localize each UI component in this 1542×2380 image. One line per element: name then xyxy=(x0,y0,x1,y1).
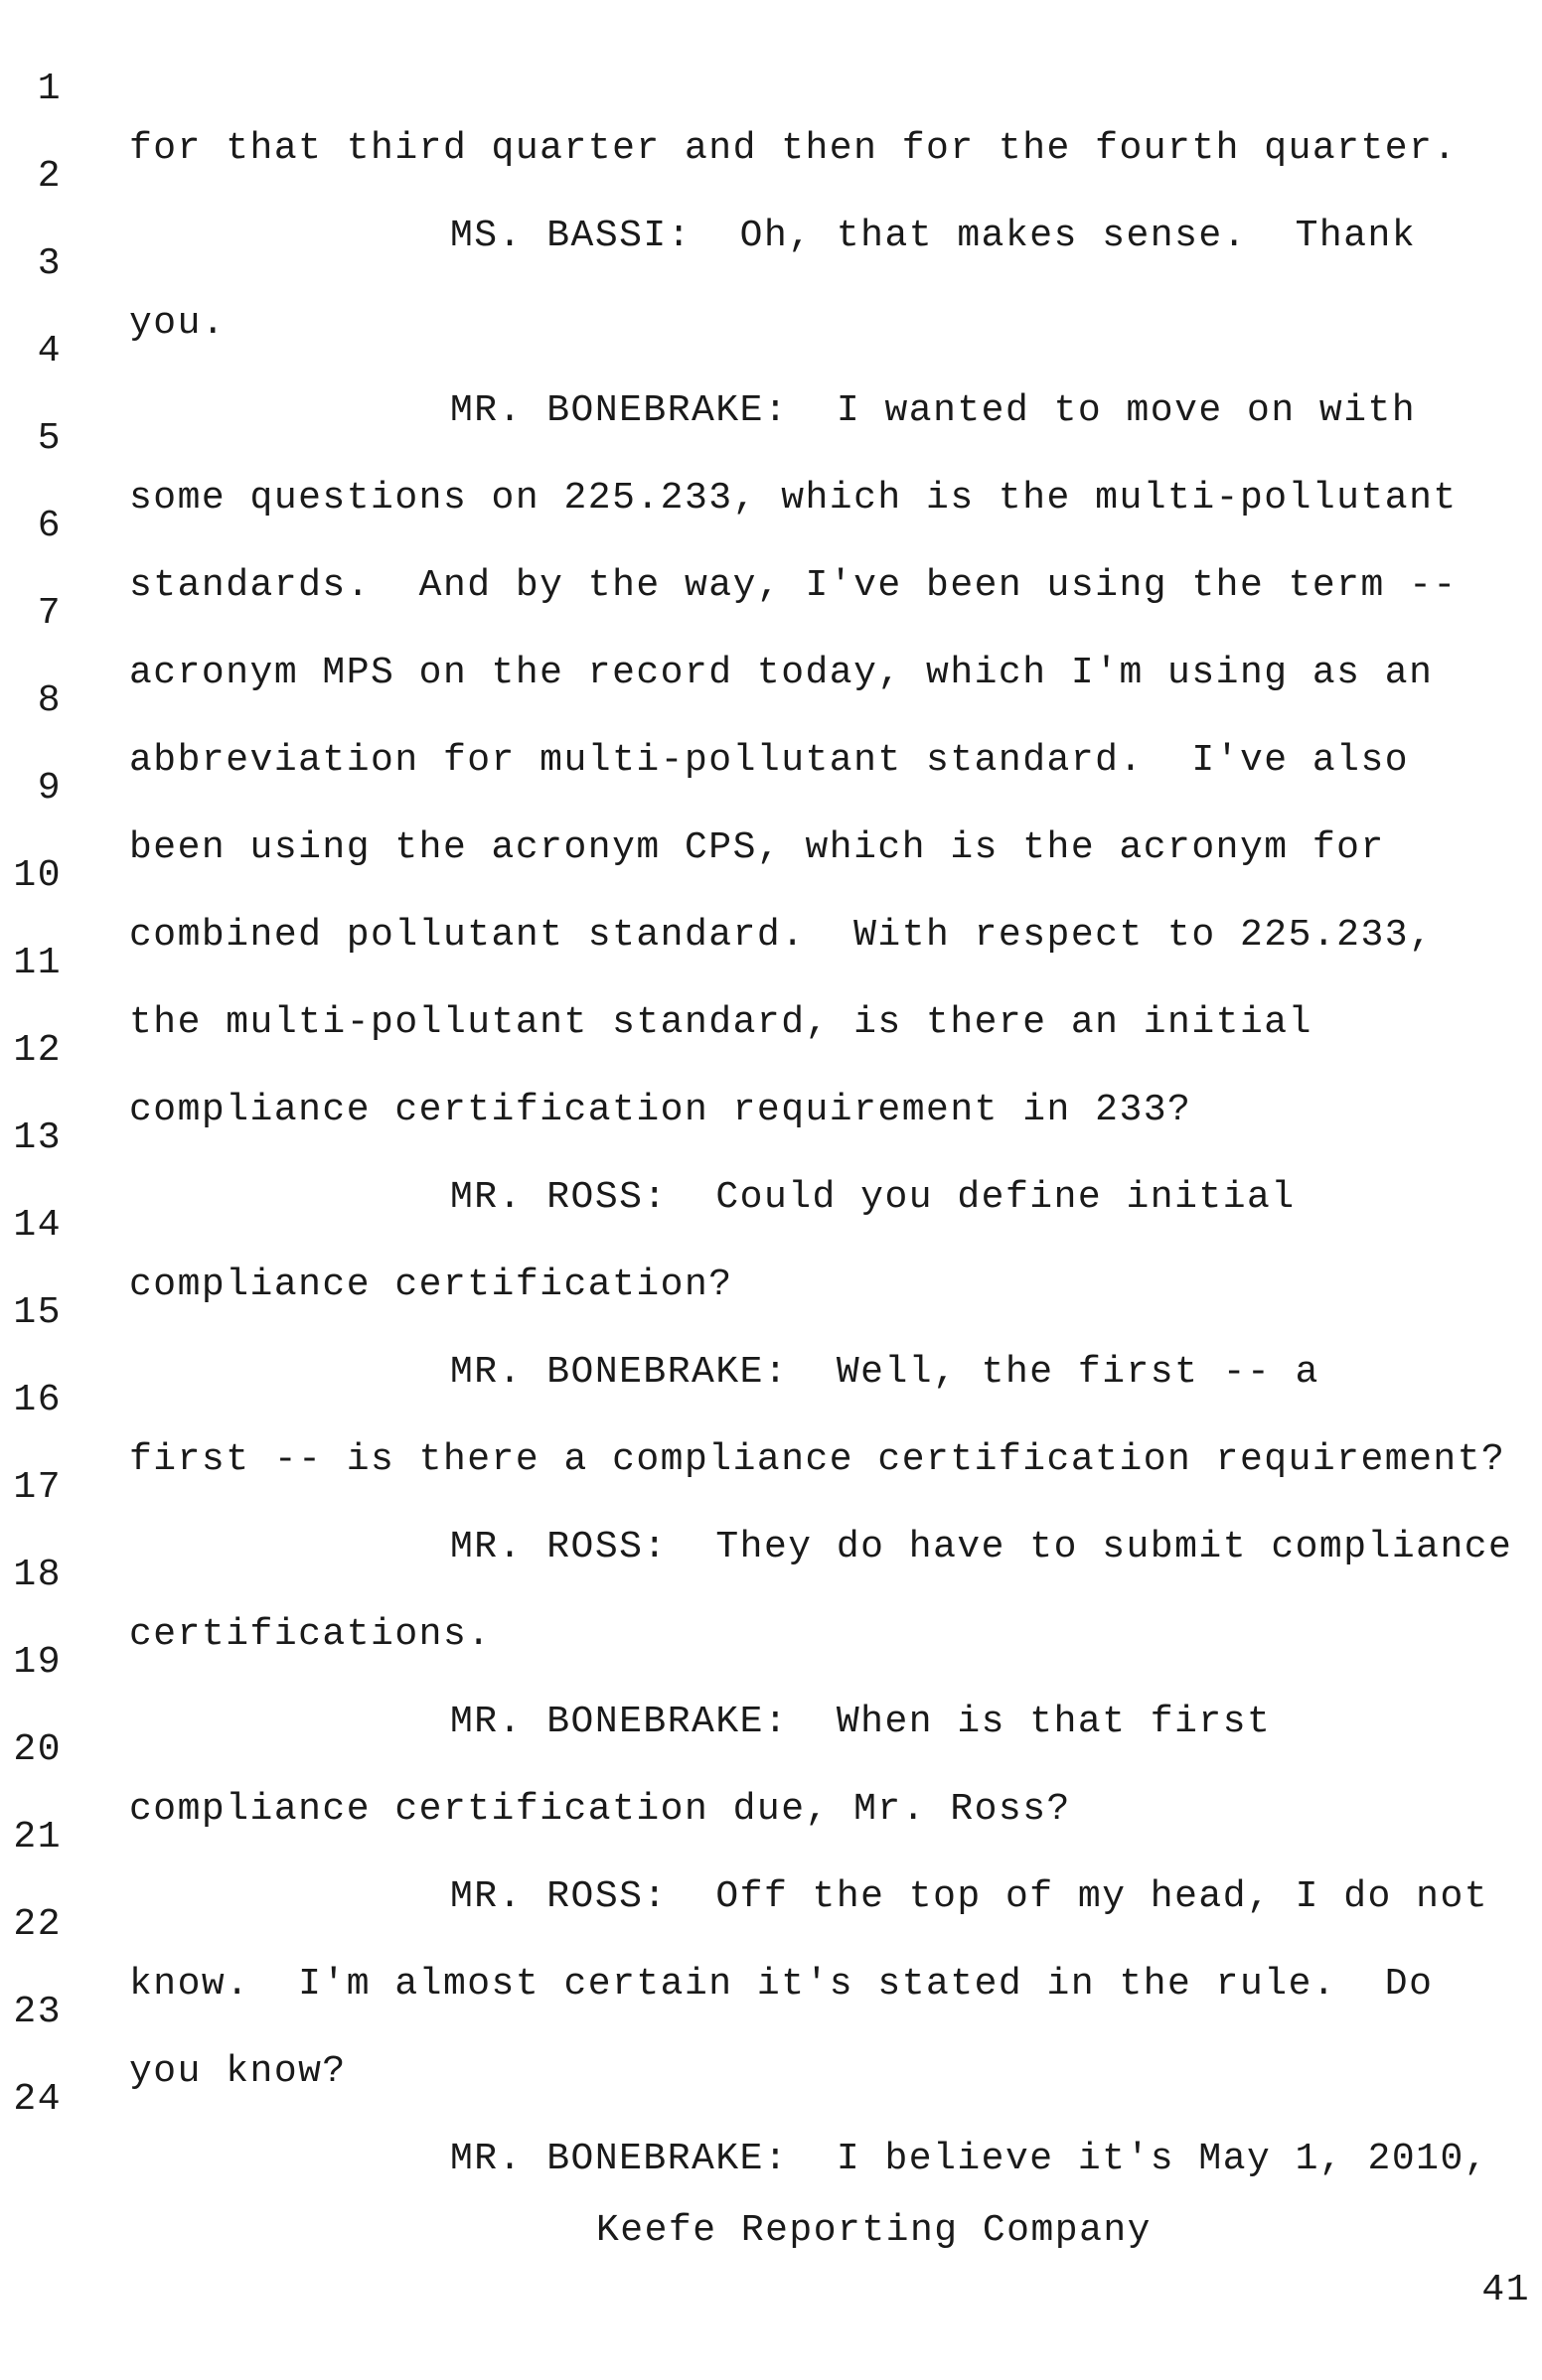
speaker-line-text: MR. BONEBRAKE: Well, the first -- a xyxy=(450,1351,1319,1394)
line-number: 16 xyxy=(13,1379,62,1421)
line-text: know. I'm almost certain it's stated in the rule. Do xyxy=(129,1963,1434,2006)
line-text: compliance certification? xyxy=(129,1264,733,1306)
line-text: abbreviation for multi-pollutant standard. I've also xyxy=(129,739,1410,782)
speaker-line-text: MS. BASSI: Oh, that makes sense. Thank xyxy=(450,215,1417,257)
line-text: been using the acronym CPS, which is the acronym for xyxy=(129,826,1385,869)
line-number: 18 xyxy=(13,1554,62,1596)
speaker-line-text: MR. BONEBRAKE: When is that first xyxy=(450,1701,1272,1743)
line-text: combined pollutant standard. With respect to 225.233, xyxy=(129,914,1434,957)
speaker-line-text: MR. BONEBRAKE: I believe it's May 1, 2010, xyxy=(450,2138,1489,2180)
line-number: 13 xyxy=(13,1116,62,1159)
line-text: you. xyxy=(129,302,227,345)
line-text: you know? xyxy=(129,2050,347,2093)
line-number: 9 xyxy=(37,767,62,810)
line-text: compliance certification requirement in 233? xyxy=(129,1089,1192,1131)
page-footer xyxy=(0,2142,1542,2311)
line-number: 21 xyxy=(13,1816,62,1859)
line-text: some questions on 225.233, which is the multi-pollutant xyxy=(129,477,1458,520)
speaker-line-text: MR. ROSS: Could you define initial xyxy=(450,1176,1296,1219)
line-number: 14 xyxy=(13,1204,62,1247)
line-number: 6 xyxy=(37,505,62,547)
line-number: 4 xyxy=(37,330,62,372)
line-number: 19 xyxy=(13,1641,62,1684)
line-text: first -- is there a compliance certification requirement? xyxy=(129,1438,1506,1481)
line-number: 17 xyxy=(13,1466,62,1509)
line-number: 24 xyxy=(13,2078,62,2121)
line-number: 7 xyxy=(37,592,62,635)
line-number: 15 xyxy=(13,1291,62,1334)
speaker-line-text: MR. ROSS: Off the top of my head, I do not xyxy=(450,1875,1489,1918)
line-text: acronym MPS on the record today, which I'm using as an xyxy=(129,652,1434,694)
line-number: 3 xyxy=(37,242,62,285)
speaker-line-text: MR. BONEBRAKE: I wanted to move on with xyxy=(450,389,1417,432)
line-text: the multi-pollutant standard, is there an initial xyxy=(129,1001,1312,1044)
line-number: 8 xyxy=(37,679,62,722)
line-number: 20 xyxy=(13,1728,62,1771)
line-number: 22 xyxy=(13,1903,62,1946)
line-number: 12 xyxy=(13,1029,62,1072)
line-text: standards. And by the way, I've been using the term -- xyxy=(129,564,1458,607)
line-number: 5 xyxy=(37,417,62,460)
line-text: certifications. xyxy=(129,1613,492,1656)
reporting-company-name: Keefe Reporting Company xyxy=(596,2209,1152,2252)
line-number: 23 xyxy=(13,1991,62,2033)
page-number: 41 xyxy=(1481,2269,1530,2311)
line-number: 2 xyxy=(37,155,62,198)
line-number: 1 xyxy=(37,68,62,110)
line-text: compliance certification due, Mr. Ross? xyxy=(129,1788,1071,1831)
line-number: 11 xyxy=(13,942,62,984)
line-number: 10 xyxy=(13,854,62,897)
transcript-line xyxy=(0,0,1542,170)
line-text: for that third quarter and then for the fourth quarter. xyxy=(129,127,1458,170)
speaker-line-text: MR. ROSS: They do have to submit compliance xyxy=(450,1526,1513,1568)
